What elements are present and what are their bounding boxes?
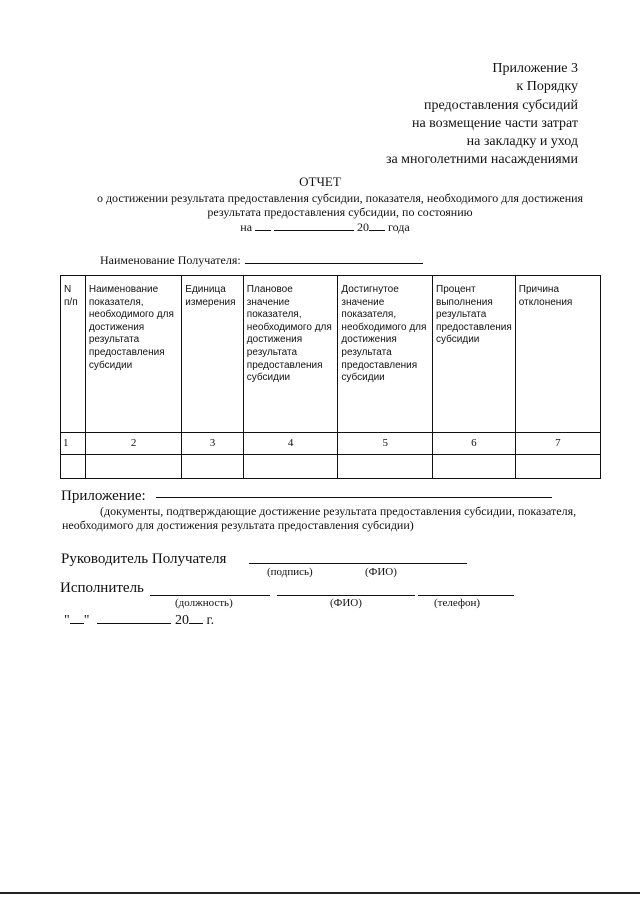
year-blank <box>189 611 203 624</box>
appendix-line: на возмещение части затрат <box>411 115 578 131</box>
executor-label: Исполнитель <box>60 580 144 596</box>
header-cell-achieved: Достигнутое значение показателя, необходимого для достижения результата предоставления субсидии <box>338 276 433 433</box>
table-cell[interactable] <box>85 454 181 478</box>
column-number: 2 <box>85 433 181 455</box>
signature-date <box>64 611 214 629</box>
report-table <box>60 275 601 479</box>
header-cell-percent: Процент выполнения результата предоставления субсидии <box>433 276 516 433</box>
month-blank <box>274 219 354 231</box>
recipient-label: Наименование Получателя: <box>100 253 241 267</box>
month-blank <box>97 611 171 624</box>
year-blank <box>369 219 385 231</box>
appendix-line: за многолетними насаждениями <box>385 152 578 168</box>
table-cell[interactable] <box>338 454 433 478</box>
header-cell-indicator: Наименование показателя, необходимого для достижения результата предоставления субсидии <box>85 276 181 433</box>
column-number: 5 <box>338 433 433 455</box>
table-number-row <box>61 433 601 455</box>
table-cell[interactable] <box>433 454 516 478</box>
column-number: 7 <box>515 433 600 455</box>
executor-phone-blank <box>418 595 514 596</box>
attachment-note: (документы, подтверждающие достижение результата предоставления субсидии, показателя, необходимого для достижения результата предоставления субсидии) <box>62 504 577 532</box>
recipient-blank <box>245 251 423 264</box>
appendix-line: к Порядку <box>516 79 578 95</box>
attachment-blank <box>156 497 552 498</box>
report-title: ОТЧЕТ <box>299 174 341 189</box>
day-blank <box>255 219 271 231</box>
executor-position-blank <box>150 595 270 596</box>
header-cell-unit: Единица измерения <box>182 276 244 433</box>
day-blank <box>70 611 84 624</box>
executor-phone-hint: (телефон) <box>434 597 481 609</box>
table-cell[interactable] <box>243 454 338 478</box>
close-quote: " <box>83 613 90 628</box>
column-number: 6 <box>433 433 516 455</box>
executor-name-hint: (ФИО) <box>330 597 362 609</box>
table-cell[interactable] <box>61 454 86 478</box>
head-name-hint: (ФИО) <box>365 566 397 578</box>
head-label: Руководитель Получателя <box>61 551 227 567</box>
head-blank <box>249 563 467 564</box>
report-date-line <box>0 219 640 235</box>
appendix-block <box>386 60 578 170</box>
table-cell[interactable] <box>515 454 600 478</box>
open-quote: " <box>64 613 70 628</box>
column-number: 4 <box>243 433 338 455</box>
date-suffix: года <box>388 220 410 234</box>
bottom-rule <box>0 892 640 894</box>
column-number: 1 <box>61 433 86 455</box>
report-subtitle: о достижении результата предоставления субсидии, показателя, необходимого для достижения результата предоставления субсидии, по состоянию <box>96 191 584 219</box>
header-cell-reason: Причина отклонения <box>515 276 600 433</box>
attachment-label: Приложение: <box>61 488 146 504</box>
executor-name-blank <box>277 595 415 596</box>
table-row <box>61 454 601 478</box>
date-prefix: на <box>240 220 253 234</box>
appendix-line: предоставления субсидий <box>423 97 578 113</box>
head-signature-hint: (подпись) <box>267 566 313 578</box>
recipient-row <box>100 251 423 268</box>
header-cell-planned: Плановое значение показателя, необходимого для достижения результата предоставления субсидии <box>243 276 338 433</box>
header-cell-number: N п/п <box>61 276 86 433</box>
appendix-line: на закладку и уход <box>466 134 578 150</box>
table-header-row <box>61 276 601 433</box>
date-year: 20 <box>174 613 189 628</box>
appendix-line: Приложение 3 <box>492 61 578 76</box>
date-suffix: г. <box>206 613 215 628</box>
column-number: 3 <box>182 433 244 455</box>
executor-position-hint: (должность) <box>175 597 233 609</box>
table-cell[interactable] <box>182 454 244 478</box>
date-year: 20 <box>357 220 370 234</box>
